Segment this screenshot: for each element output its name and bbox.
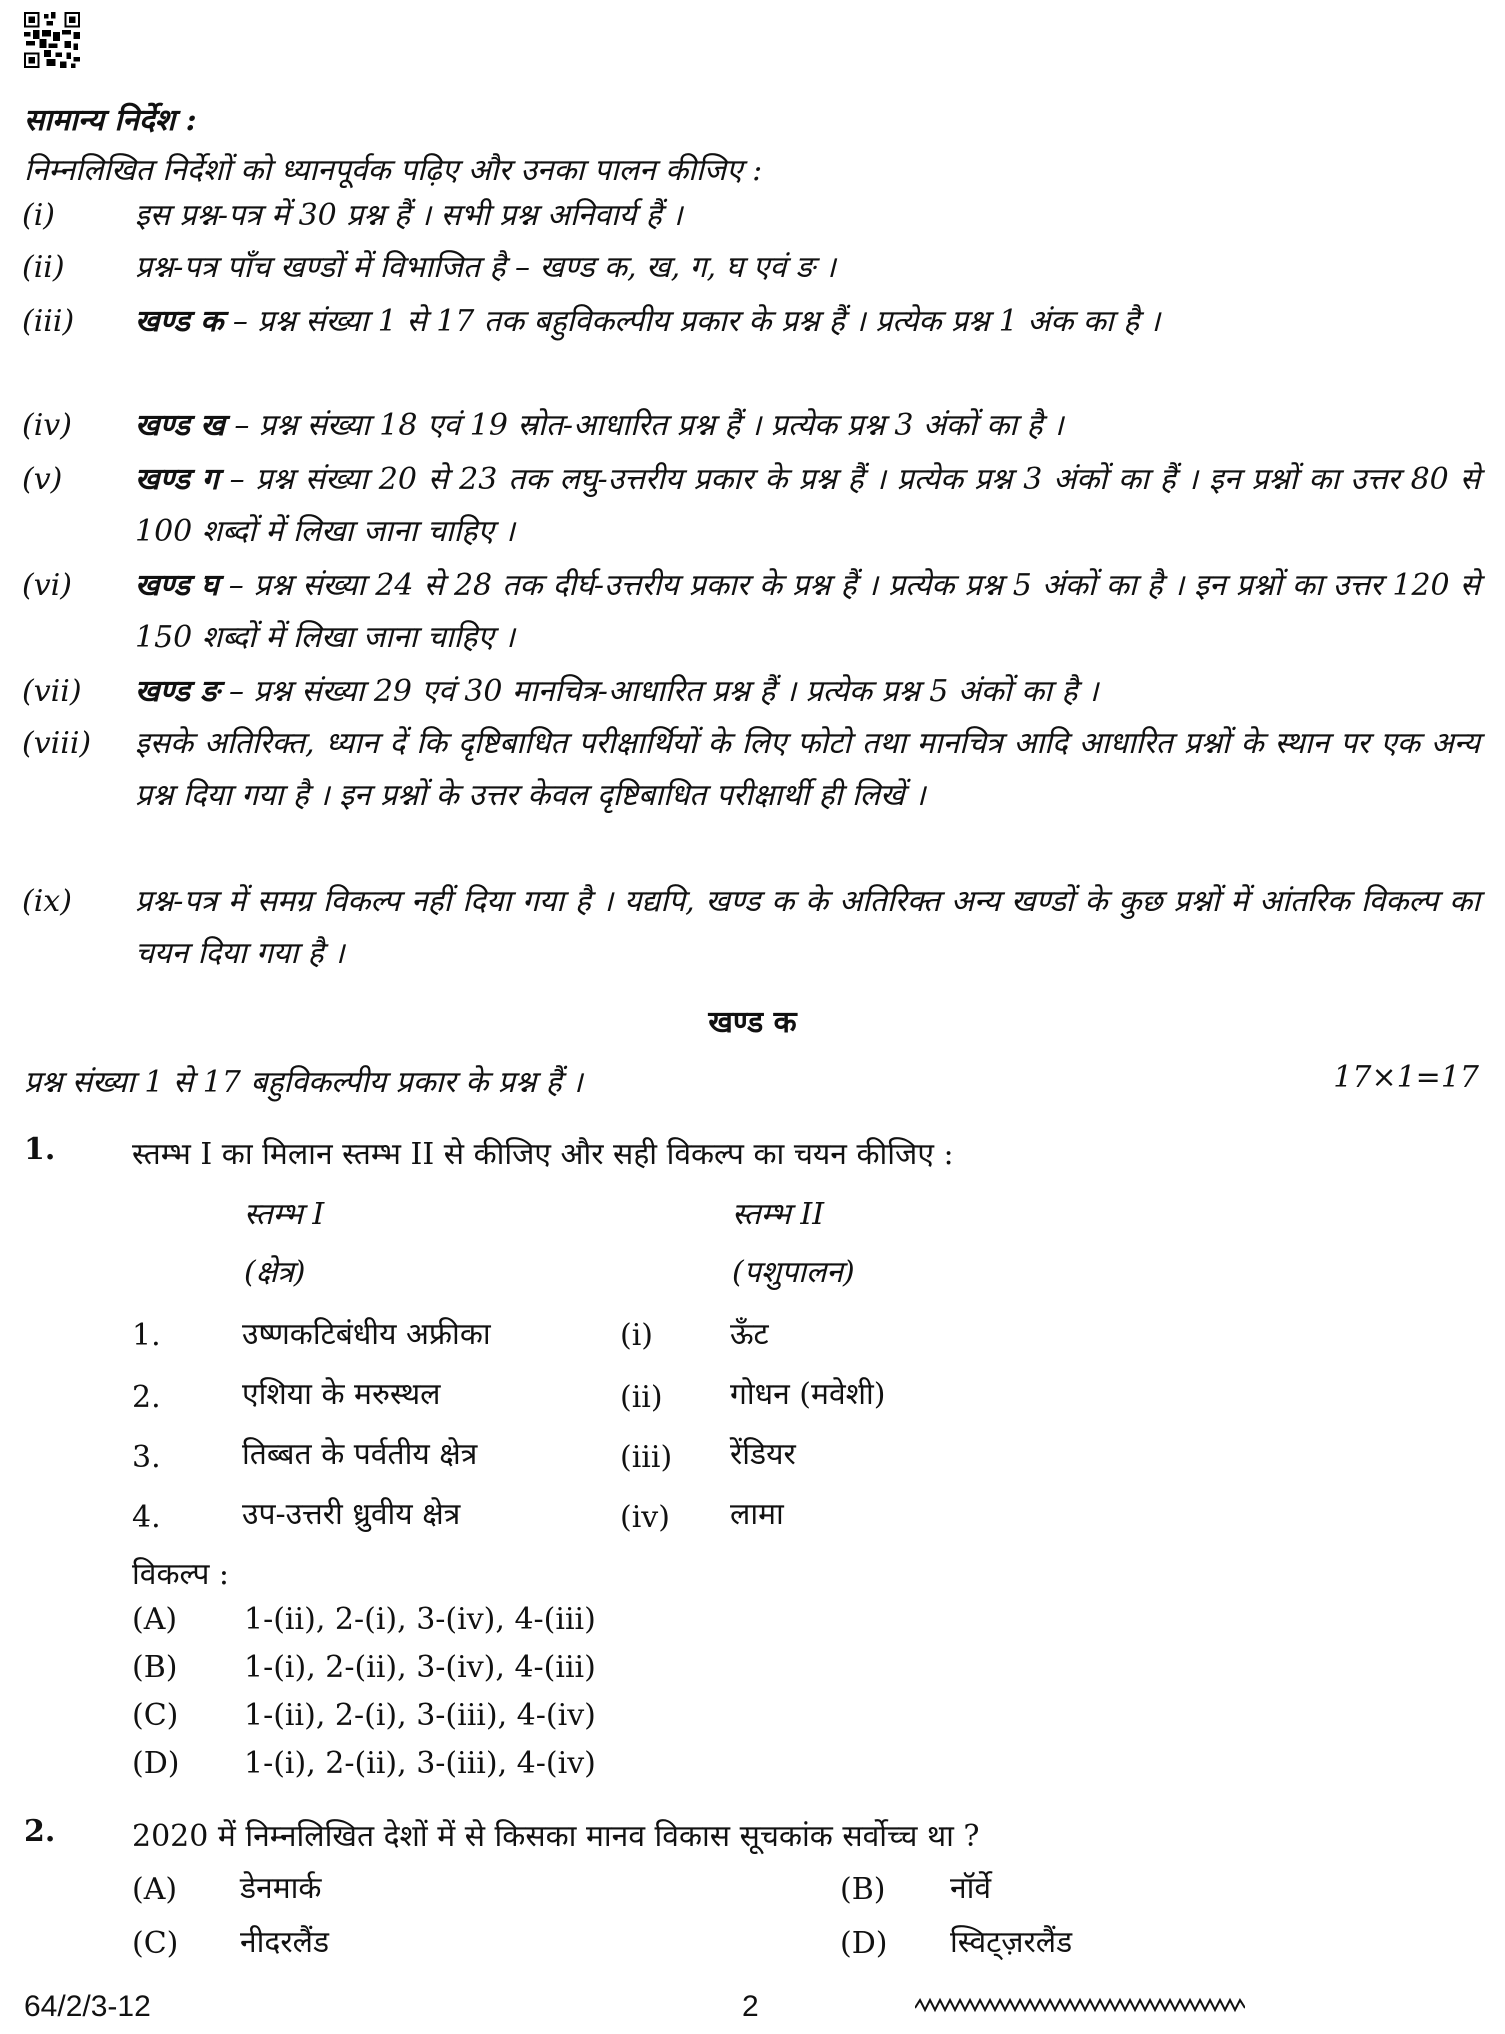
row-right: लामा — [730, 1497, 784, 1532]
section-label: खण्ड क — [135, 304, 224, 339]
section-label: खण्ड ङ — [135, 674, 220, 709]
row-left: एशिया के मरुस्थल — [242, 1377, 441, 1412]
instruction-number: (iv) — [22, 408, 72, 443]
instruction-text: इसके अतिरिक्त, ध्यान दें कि दृष्टिबाधित परीक्षार्थियों के लिए फोटो तथा मानचित्र आदि आधारित प्रश्नों के स्थान पर एक अन्य प्रश्न दिया गया है । इन प्रश्नों के उत्तर केवल दृष्टिबाधित परीक्षार्थी ही लिखें । — [135, 726, 1480, 813]
instruction-text: – प्रश्न संख्या 29 एवं 30 मानचित्र-आधारित प्रश्न हैं । प्रत्येक प्रश्न 5 अंकों का है । — [219, 674, 1099, 709]
option-text: 1-(i), 2-(ii), 3-(iii), 4-(iv) — [244, 1746, 596, 1781]
question-text: 2020 में निम्नलिखित देशों में से किसका मानव विकास सूचकांक सर्वोच्च था ? — [132, 1819, 980, 1854]
page-number: 2 — [742, 1990, 759, 2023]
column-2-subtitle: (पशुपालन) — [732, 1255, 855, 1290]
question-number: 2. — [24, 1814, 56, 1849]
row-left: तिब्बत के पर्वतीय क्षेत्र — [242, 1437, 478, 1472]
instruction-text: प्रश्न-पत्र पाँच खण्डों में विभाजित है – खण्ड क, ख, ग, घ एवं ङ । — [135, 250, 836, 285]
row-number: 4. — [132, 1500, 161, 1535]
instruction-text: इस प्रश्न-पत्र में 30 प्रश्न हैं । सभी प्रश्न अनिवार्य हैं । — [135, 198, 683, 233]
option-key: (D) — [132, 1746, 180, 1781]
option-text: 1-(i), 2-(ii), 3-(iv), 4-(iii) — [244, 1650, 596, 1685]
row-roman: (i) — [620, 1318, 654, 1353]
option-text: 1-(ii), 2-(i), 3-(iv), 4-(iii) — [244, 1602, 596, 1637]
instruction-number: (i) — [22, 198, 56, 233]
intro-text: निम्नलिखित निर्देशों को ध्यानपूर्वक पढ़िए और उनका पालन कीजिए : — [24, 153, 763, 188]
row-left: उप-उत्तरी ध्रुवीय क्षेत्र — [242, 1497, 461, 1532]
instruction-number: (v) — [22, 462, 63, 497]
instruction-text: – प्रश्न संख्या 1 से 17 तक बहुविकल्पीय प्रकार के प्रश्न हैं । प्रत्येक प्रश्न 1 अंक का है । — [223, 304, 1161, 339]
instruction-number: (vii) — [22, 674, 82, 709]
section-note: प्रश्न संख्या 1 से 17 बहुविकल्पीय प्रकार के प्रश्न हैं । — [24, 1065, 583, 1100]
row-number: 2. — [132, 1380, 161, 1415]
options-label: विकल्प : — [132, 1557, 230, 1592]
section-label: खण्ड ग — [135, 462, 219, 497]
section-title: खण्ड क — [708, 1005, 797, 1040]
row-right: रेंडियर — [730, 1437, 796, 1472]
question-number: 1. — [24, 1132, 56, 1167]
row-right: ऊँट — [730, 1317, 769, 1352]
instruction-number: (ix) — [22, 884, 72, 919]
instruction-number: (ii) — [22, 250, 65, 285]
option-text: डेनमार्क — [240, 1871, 322, 1906]
section-label: खण्ड ख — [135, 408, 225, 443]
row-roman: (iv) — [620, 1500, 670, 1535]
page-title: सामान्य निर्देश : — [24, 103, 197, 138]
option-text: नॉर्वे — [950, 1871, 992, 1906]
wavy-line-icon — [915, 1996, 1245, 2018]
option-key: (D) — [840, 1926, 888, 1961]
option-text: 1-(ii), 2-(i), 3-(iii), 4-(iv) — [244, 1698, 596, 1733]
option-key: (C) — [132, 1926, 179, 1961]
instruction-text: – प्रश्न संख्या 18 एवं 19 स्रोत-आधारित प्रश्न हैं । प्रत्येक प्रश्न 3 अंकों का है । — [224, 408, 1064, 443]
row-roman: (iii) — [620, 1440, 673, 1475]
column-1-subtitle: (क्षेत्र) — [244, 1255, 306, 1290]
section-label: खण्ड घ — [135, 568, 219, 603]
row-number: 1. — [132, 1318, 161, 1353]
instruction-text: – प्रश्न संख्या 24 से 28 तक दीर्घ-उत्तरीय प्रकार के प्रश्न हैं । प्रत्येक प्रश्न 5 अंकों का है । इन प्रश्नों का उत्तर 120 से 150 शब्दों में लिखा जाना चाहिए । — [135, 568, 1481, 655]
option-key: (B) — [132, 1650, 178, 1685]
instruction-number: (iii) — [22, 304, 75, 339]
instruction-number: (vi) — [22, 568, 72, 603]
option-key: (A) — [132, 1602, 178, 1637]
option-key: (C) — [132, 1698, 179, 1733]
row-left: उष्णकटिबंधीय अफ्रीका — [242, 1317, 491, 1352]
qr-code-icon — [24, 12, 80, 68]
row-number: 3. — [132, 1440, 161, 1475]
instruction-number: (viii) — [22, 726, 92, 761]
option-key: (A) — [132, 1872, 178, 1907]
row-right: गोधन (मवेशी) — [730, 1377, 886, 1412]
instruction-text: – प्रश्न संख्या 20 से 23 तक लघु-उत्तरीय प्रकार के प्रश्न हैं । प्रत्येक प्रश्न 3 अंकों का हैं । इन प्रश्नों का उत्तर 80 से 100 शब्दों में लिखा जाना चाहिए । — [135, 462, 1480, 549]
paper-code: 64/2/3-12 — [24, 1990, 151, 2023]
instruction-text: प्रश्न-पत्र में समग्र विकल्प नहीं दिया गया है । यद्यपि, खण्ड क के अतिरिक्त अन्य खण्डों के कुछ प्रश्नों में आंतरिक विकल्प का चयन दिया गया है । — [135, 884, 1480, 971]
row-roman: (ii) — [620, 1380, 663, 1415]
option-key: (B) — [840, 1872, 886, 1907]
column-1-title: स्तम्भ I — [244, 1197, 325, 1232]
question-text: स्तम्भ I का मिलान स्तम्भ II से कीजिए और सही विकल्प का चयन कीजिए : — [132, 1137, 954, 1172]
column-2-title: स्तम्भ II — [732, 1197, 825, 1232]
option-text: नीदरलैंड — [240, 1925, 330, 1960]
option-text: स्विट्ज़रलैंड — [950, 1925, 1073, 1960]
section-marks: 17×1=17 — [1333, 1060, 1479, 1095]
